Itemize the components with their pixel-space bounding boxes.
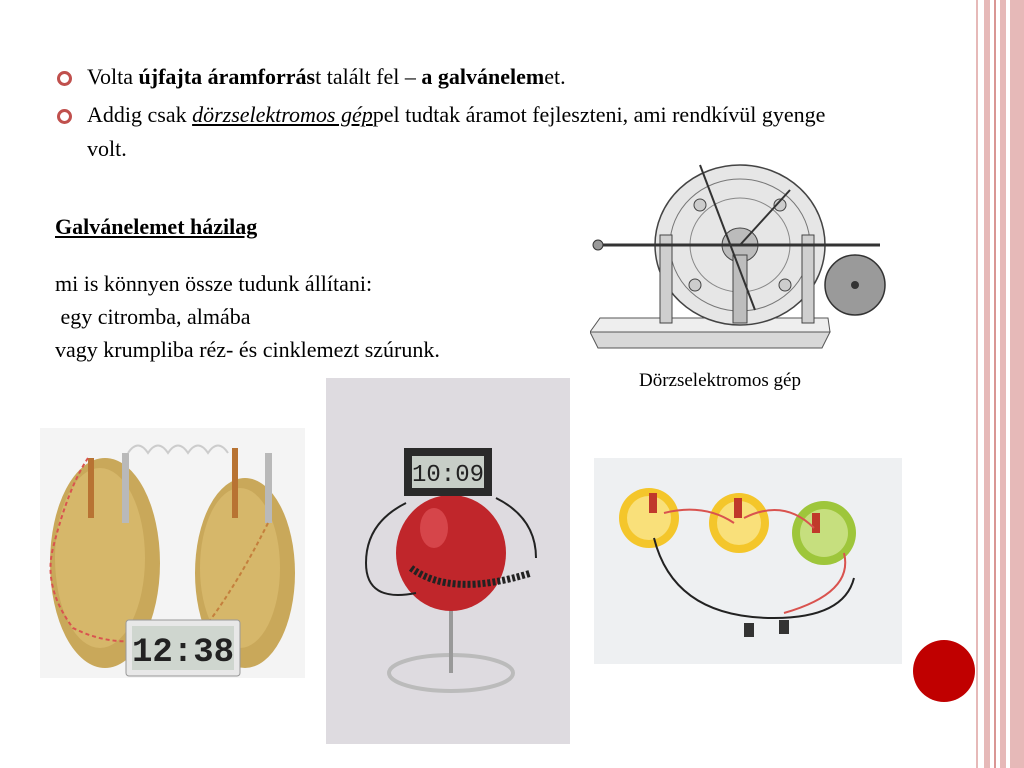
image-caption: Dörzselektromos gép [639, 370, 801, 391]
potato-clock-photo [40, 428, 305, 678]
text-run: pel tudtak áramot fejleszteni, ami rendkívül gyenge volt. [87, 102, 826, 161]
text-run: t talált fel – [315, 64, 422, 89]
text-run-bold: újfajta áramforrás [138, 64, 316, 89]
body-line: mi is könnyen össze tudunk állítani: [55, 271, 373, 296]
bullet-item [55, 98, 855, 166]
text-run-bold: a galvánelem [421, 64, 545, 89]
decorative-red-circle [913, 640, 975, 702]
apple-clock-photo [326, 378, 570, 744]
text-run-italic-underline: dörzselektromos gép [192, 102, 373, 127]
text-run: Addig csak [87, 102, 193, 127]
bullet-ring-icon [57, 71, 72, 86]
text-run: et. [544, 64, 566, 89]
section-heading: Galvánelemet házilag [55, 214, 258, 239]
decorative-stripes [976, 0, 1024, 768]
body-line: egy citromba, almába [55, 304, 251, 329]
bullet-ring-icon [57, 109, 72, 124]
lemon-battery-photo [594, 458, 902, 664]
apple-clock-display: 10:09 [411, 462, 485, 489]
body-text [55, 267, 440, 366]
friction-machine-image [590, 160, 890, 355]
bullet-item [55, 60, 855, 94]
body-line: vagy krumpliba réz- és cinklemezt szúrunk. [55, 337, 440, 362]
bullet-list [55, 60, 855, 166]
text-run: Volta [87, 64, 139, 89]
potato-clock-display: 12:38 [131, 634, 235, 672]
